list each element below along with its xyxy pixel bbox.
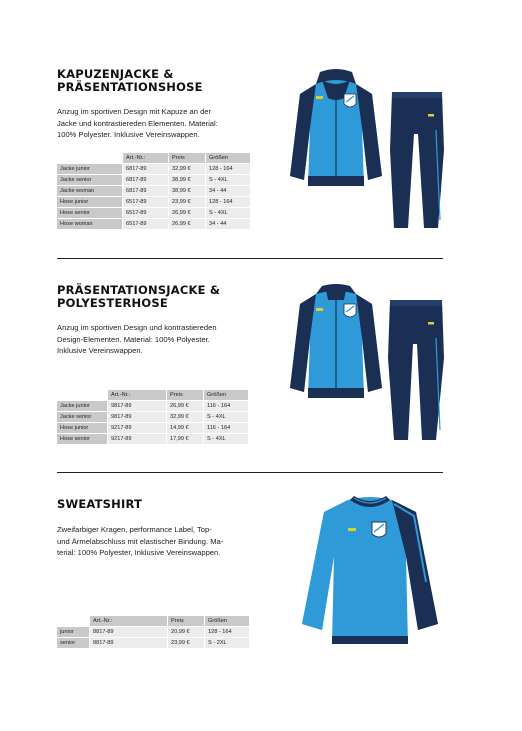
column-header-art: Art.-Nr.: — [90, 616, 168, 626]
table-header-row — [57, 616, 250, 626]
table-row: Jacke woman 6817-89 38,99 € 34 - 44 — [57, 186, 251, 196]
column-header-price: Preis — [169, 153, 206, 163]
section-hooded-jacket — [0, 0, 522, 258]
section-description: Anzug im sportiven Design und kontrastiereden Design-Elementen. Material: 100% Polyester. Inklusive Vereinswappen. — [57, 323, 217, 355]
column-header-size: Größen — [204, 390, 249, 400]
sweatshirt-image — [298, 492, 442, 648]
table-row: junior 8817-89 20,99 € 128 - 164 — [57, 627, 250, 637]
polyester-pants-image — [386, 298, 446, 442]
price-table — [57, 152, 251, 230]
table-header-row — [57, 390, 249, 400]
table-row: Hose junior 9217-89 14,99 € 116 - 164 — [57, 423, 249, 433]
section-title: PRÄSENTATIONSJACKE & POLYESTERHOSE — [57, 283, 221, 310]
table-row: Hose woman 6517-89 26,99 € 34 - 44 — [57, 219, 251, 229]
table-row: Hose junior 6517-89 23,99 € 128 - 164 — [57, 197, 251, 207]
price-table — [57, 615, 250, 649]
table-row: Hose senior 9217-89 17,99 € S - 4XL — [57, 434, 249, 444]
section-description: Anzug im sportiven Design mit Kapuze an der Jacke und kontrastiereden Elementen. Material: 100% Polyester. Inklusive Vereinswappen. — [57, 107, 218, 139]
section-title: KAPUZENJACKE & PRÄSENTATIONSHOSE — [57, 67, 203, 94]
column-header-art: Art.-Nr.: — [108, 390, 167, 400]
presentation-jacket-image — [286, 282, 386, 402]
table-row: Jacke senior 9817-89 32,99 € S - 4XL — [57, 412, 249, 422]
column-header-size: Größen — [205, 616, 250, 626]
price-table — [57, 389, 249, 445]
table-row: Jacke junior 9817-89 26,99 € 116 - 164 — [57, 401, 249, 411]
section-title: SWEATSHIRT — [57, 497, 143, 511]
table-header-row — [57, 153, 251, 163]
table-row: Hose senior 6517-89 26,99 € S - 4XL — [57, 208, 251, 218]
pants-image — [388, 90, 446, 230]
table-row: Jacke junior 6817-89 32,99 € 128 - 164 — [57, 164, 251, 174]
section-sweatshirt — [0, 472, 522, 731]
section-presentation-jacket — [0, 258, 522, 473]
hooded-jacket-image — [286, 68, 386, 190]
column-header-price: Preis — [167, 390, 204, 400]
column-header-price: Preis — [168, 616, 205, 626]
table-row: Jacke senior 6817-89 38,99 € S - 4XL — [57, 175, 251, 185]
column-header-size: Größen — [206, 153, 251, 163]
section-description: Zweifarbiger Kragen, performance Label, Top- und Ärmelabschluss mit elastischer Bindung. Ma- terial: 100% Polyester, Inklusive Vereinswappen. — [57, 525, 224, 557]
table-row: senior 8817-89 23,99 € S - 2XL — [57, 638, 250, 648]
column-header-art: Art.-Nr.: — [123, 153, 169, 163]
